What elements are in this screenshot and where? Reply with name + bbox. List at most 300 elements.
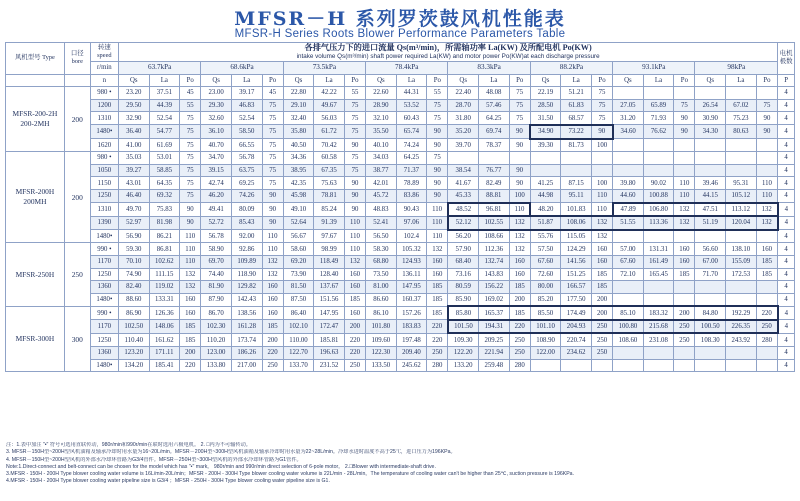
qs-cell: 85.20 bbox=[530, 293, 561, 306]
po-cell: 75 bbox=[427, 112, 448, 125]
qs-cell: 123.00 bbox=[201, 347, 232, 360]
la-cell bbox=[561, 359, 592, 372]
pole-cell: 4 bbox=[778, 333, 795, 346]
la-cell: 183.83 bbox=[396, 320, 427, 334]
la-cell: 88.81 bbox=[479, 189, 510, 202]
la-cell: 95.31 bbox=[726, 177, 757, 190]
po-cell: 75 bbox=[591, 87, 612, 100]
la-cell: 69.25 bbox=[231, 177, 262, 190]
qs-cell: 27.05 bbox=[613, 99, 644, 112]
la-cell bbox=[479, 152, 510, 165]
sub-label-la: La bbox=[231, 74, 262, 87]
qs-cell: 57.00 bbox=[613, 243, 644, 256]
qs-cell: 56.67 bbox=[283, 230, 314, 243]
sub-label-qs: Qs bbox=[366, 74, 397, 87]
qs-cell bbox=[613, 139, 644, 152]
po-cell: 185 bbox=[591, 281, 612, 294]
qs-cell: 56.78 bbox=[201, 230, 232, 243]
po-cell: 160 bbox=[674, 255, 695, 268]
qs-cell: 34.03 bbox=[366, 152, 397, 165]
po-cell: 75 bbox=[344, 125, 365, 139]
la-cell bbox=[643, 139, 674, 152]
qs-cell: 108.90 bbox=[530, 333, 561, 346]
po-cell: 185 bbox=[427, 306, 448, 320]
qs-cell: 39.46 bbox=[695, 177, 726, 190]
pole-cell: 4 bbox=[778, 125, 795, 139]
la-cell: 141.56 bbox=[561, 255, 592, 268]
la-cell: 161.28 bbox=[231, 320, 262, 334]
qs-cell bbox=[530, 152, 561, 165]
po-cell: 90 bbox=[674, 112, 695, 125]
la-cell: 209.40 bbox=[396, 347, 427, 360]
la-cell: 118.90 bbox=[231, 268, 262, 281]
table-row bbox=[6, 216, 795, 230]
po-cell: 90 bbox=[427, 177, 448, 190]
qs-cell: 80.00 bbox=[530, 281, 561, 294]
qs-cell: 86.70 bbox=[201, 306, 232, 320]
qs-cell: 58.60 bbox=[283, 243, 314, 256]
la-cell: 60.58 bbox=[314, 152, 345, 165]
qs-cell: 72.60 bbox=[530, 268, 561, 281]
qs-cell: 88.60 bbox=[118, 293, 149, 306]
la-cell: 160.37 bbox=[396, 293, 427, 306]
qs-cell: 122.30 bbox=[366, 347, 397, 360]
qs-cell: 56.60 bbox=[695, 243, 726, 256]
po-cell: 280 bbox=[756, 333, 778, 346]
qs-cell: 49.41 bbox=[201, 203, 232, 217]
la-cell: 105.12 bbox=[726, 189, 757, 202]
po-cell: 45 bbox=[262, 87, 283, 100]
bore-cell: 200 bbox=[64, 152, 90, 243]
table-row bbox=[6, 359, 795, 372]
la-cell: 142.43 bbox=[231, 293, 262, 306]
la-cell bbox=[726, 230, 757, 243]
qs-cell: 39.80 bbox=[613, 177, 644, 190]
po-cell: 132 bbox=[756, 216, 778, 230]
la-cell: 138.10 bbox=[726, 243, 757, 256]
qs-cell bbox=[695, 293, 726, 306]
la-cell: 102.4 bbox=[396, 230, 427, 243]
po-cell: 90 bbox=[674, 125, 695, 139]
po-cell: 90 bbox=[180, 216, 201, 230]
la-cell: 156.22 bbox=[479, 281, 510, 294]
qs-cell: 38.54 bbox=[448, 164, 479, 177]
po-cell: 200 bbox=[262, 333, 283, 346]
qs-cell: 42.01 bbox=[366, 177, 397, 190]
la-cell: 44.31 bbox=[396, 87, 427, 100]
la-cell: 108.66 bbox=[479, 230, 510, 243]
table-row bbox=[6, 293, 795, 306]
la-cell: 112.36 bbox=[479, 243, 510, 256]
qs-cell: 134.20 bbox=[118, 359, 149, 372]
po-cell: 75 bbox=[427, 152, 448, 165]
po-cell: 90 bbox=[262, 189, 283, 202]
model-sub-blank bbox=[6, 74, 65, 87]
qs-cell: 133.70 bbox=[283, 359, 314, 372]
main-header bbox=[118, 43, 777, 62]
la-cell: 64.25 bbox=[396, 152, 427, 165]
po-cell: 110 bbox=[591, 203, 612, 217]
la-cell bbox=[643, 87, 674, 100]
qs-cell: 36.10 bbox=[201, 125, 232, 139]
la-cell: 86.81 bbox=[149, 243, 180, 256]
po-cell: 110 bbox=[344, 230, 365, 243]
la-cell: 56.03 bbox=[314, 112, 345, 125]
po-cell: 110 bbox=[427, 216, 448, 230]
la-cell bbox=[561, 164, 592, 177]
po-cell: 90 bbox=[427, 189, 448, 202]
la-cell: 186.26 bbox=[231, 347, 262, 360]
la-cell: 57.46 bbox=[479, 99, 510, 112]
po-cell bbox=[674, 230, 695, 243]
po-cell: 90 bbox=[427, 164, 448, 177]
motor-poles-header: 电机极数 bbox=[778, 43, 795, 75]
la-cell: 78.89 bbox=[396, 177, 427, 190]
la-cell: 234.62 bbox=[561, 347, 592, 360]
qs-cell: 57.90 bbox=[448, 243, 479, 256]
page-subtitle: MFSR-H Series Roots Blower Performance Parameters Table bbox=[234, 28, 566, 40]
qs-cell bbox=[695, 347, 726, 360]
po-cell: 132 bbox=[344, 255, 365, 268]
po-cell: 110 bbox=[180, 255, 201, 268]
la-cell: 49.67 bbox=[314, 99, 345, 112]
qs-cell: 31.80 bbox=[448, 112, 479, 125]
po-cell bbox=[756, 139, 778, 152]
table-row bbox=[6, 347, 795, 360]
po-cell: 200 bbox=[509, 293, 530, 306]
bore-header: 口径 bore bbox=[64, 43, 90, 75]
po-cell: 160 bbox=[756, 243, 778, 256]
po-cell: 200 bbox=[674, 306, 695, 320]
qs-cell: 45.98 bbox=[283, 189, 314, 202]
pressure-header: 83.3kPa bbox=[448, 62, 530, 75]
qs-cell: 100.80 bbox=[613, 320, 644, 334]
po-cell: 90 bbox=[427, 125, 448, 139]
qs-cell: 109.60 bbox=[366, 333, 397, 346]
la-cell: 129.82 bbox=[231, 281, 262, 294]
la-cell: 69.32 bbox=[149, 189, 180, 202]
po-cell: 185 bbox=[427, 281, 448, 294]
po-cell: 132 bbox=[180, 281, 201, 294]
qs-cell: 49.10 bbox=[283, 203, 314, 217]
po-cell: 250 bbox=[674, 333, 695, 346]
po-cell: 100 bbox=[509, 189, 530, 202]
po-cell: 132 bbox=[674, 216, 695, 230]
po-cell: 250 bbox=[509, 333, 530, 346]
po-cell: 75 bbox=[180, 139, 201, 152]
pole-cell: 4 bbox=[778, 177, 795, 190]
qs-cell: 39.30 bbox=[530, 139, 561, 152]
la-cell: 172.53 bbox=[726, 268, 757, 281]
la-cell bbox=[726, 87, 757, 100]
la-cell: 119.02 bbox=[149, 281, 180, 294]
la-cell: 81.73 bbox=[561, 139, 592, 152]
po-cell: 132 bbox=[509, 230, 530, 243]
po-cell: 75 bbox=[262, 152, 283, 165]
la-cell bbox=[643, 293, 674, 306]
la-cell: 100.88 bbox=[643, 189, 674, 202]
sub-label-la: La bbox=[561, 74, 592, 87]
pressure-header: 88.2kPa bbox=[530, 62, 612, 75]
po-cell: 90 bbox=[344, 203, 365, 217]
speed-cell: 990 • bbox=[90, 306, 118, 320]
qs-cell: 52.41 bbox=[366, 216, 397, 230]
po-cell: 160 bbox=[427, 268, 448, 281]
speed-cell: 1310 bbox=[90, 112, 118, 125]
po-cell: 132 bbox=[756, 203, 778, 217]
pole-cell: 4 bbox=[778, 281, 795, 294]
po-cell: 45 bbox=[180, 87, 201, 100]
pole-cell: 4 bbox=[778, 347, 795, 360]
bore-sub-blank bbox=[64, 74, 90, 87]
qs-cell: 43.01 bbox=[118, 177, 149, 190]
qs-cell: 80.59 bbox=[448, 281, 479, 294]
table-row bbox=[6, 177, 795, 190]
po-cell: 110 bbox=[509, 203, 530, 217]
po-cell: 250 bbox=[262, 359, 283, 372]
la-cell: 111.15 bbox=[149, 268, 180, 281]
po-cell: 110 bbox=[344, 243, 365, 256]
la-cell: 118.49 bbox=[314, 255, 345, 268]
footnote-line: Note:1.Direct-connect and belt-connect can be chosen for the model which has "•" mark。 980r/min and 990r/min direct selection of 6-pole motor。 2.□Blower with intermediate-shaft drive. bbox=[6, 463, 436, 470]
qs-cell bbox=[613, 164, 644, 177]
la-cell: 96.81 bbox=[479, 203, 510, 217]
la-cell: 68.57 bbox=[561, 112, 592, 125]
la-cell: 161.62 bbox=[149, 333, 180, 346]
qs-cell bbox=[695, 152, 726, 165]
qs-cell: 48.83 bbox=[366, 203, 397, 217]
la-cell bbox=[643, 230, 674, 243]
table-row bbox=[6, 152, 795, 165]
po-cell bbox=[756, 293, 778, 306]
qs-cell: 32.10 bbox=[366, 112, 397, 125]
po-cell: 110 bbox=[262, 230, 283, 243]
la-cell: 70.42 bbox=[314, 139, 345, 152]
la-cell: 177.50 bbox=[561, 293, 592, 306]
sub-label-qs: Qs bbox=[283, 74, 314, 87]
la-cell: 97.67 bbox=[314, 230, 345, 243]
qs-cell: 86.90 bbox=[118, 306, 149, 320]
po-cell: 220 bbox=[427, 320, 448, 334]
po-cell: 75 bbox=[262, 112, 283, 125]
po-cell: 160 bbox=[591, 255, 612, 268]
qs-cell: 35.50 bbox=[366, 125, 397, 139]
po-cell: 132 bbox=[262, 255, 283, 268]
la-cell: 78.37 bbox=[479, 139, 510, 152]
la-cell: 52.54 bbox=[149, 112, 180, 125]
la-cell: 85.43 bbox=[231, 216, 262, 230]
sub-label-qs: Qs bbox=[530, 74, 561, 87]
la-cell: 39.17 bbox=[231, 87, 262, 100]
la-cell: 74.24 bbox=[396, 139, 427, 152]
po-cell: 132 bbox=[180, 268, 201, 281]
la-cell: 155.09 bbox=[726, 255, 757, 268]
la-cell: 113.36 bbox=[643, 216, 674, 230]
speed-cell: 1480• bbox=[90, 359, 118, 372]
po-cell: 185 bbox=[591, 268, 612, 281]
po-cell bbox=[756, 87, 778, 100]
sub-label-la: La bbox=[726, 74, 757, 87]
po-cell: 55 bbox=[427, 87, 448, 100]
pole-cell: 4 bbox=[778, 112, 795, 125]
po-cell bbox=[591, 152, 612, 165]
qs-cell: 41.67 bbox=[448, 177, 479, 190]
pole-cell: 4 bbox=[778, 99, 795, 112]
po-cell: 160 bbox=[344, 281, 365, 294]
pole-cell: 4 bbox=[778, 359, 795, 372]
speed-cell: 1170 bbox=[90, 255, 118, 268]
table-row bbox=[6, 139, 795, 152]
table-row bbox=[6, 87, 795, 100]
qs-cell: 100.50 bbox=[695, 320, 726, 334]
la-cell: 243.92 bbox=[726, 333, 757, 346]
po-cell: 185 bbox=[344, 293, 365, 306]
pole-cell: 4 bbox=[778, 255, 795, 268]
model-header: 风机型号 Type bbox=[6, 43, 65, 75]
po-cell bbox=[756, 281, 778, 294]
qs-cell: 35.20 bbox=[448, 125, 479, 139]
la-cell: 73.22 bbox=[561, 125, 592, 139]
la-cell: 75.83 bbox=[149, 203, 180, 217]
qs-cell bbox=[530, 164, 561, 177]
la-cell: 53.01 bbox=[149, 152, 180, 165]
la-cell: 147.95 bbox=[314, 306, 345, 320]
qs-cell: 110.40 bbox=[118, 333, 149, 346]
qs-cell: 32.40 bbox=[283, 112, 314, 125]
model-cell: MFSR-250H bbox=[6, 243, 65, 306]
po-cell: 75 bbox=[344, 164, 365, 177]
la-cell: 102.62 bbox=[149, 255, 180, 268]
la-cell: 53.52 bbox=[396, 99, 427, 112]
qs-cell: 73.16 bbox=[448, 268, 479, 281]
table-row bbox=[6, 243, 795, 256]
qs-cell: 45.72 bbox=[366, 189, 397, 202]
sub-label-qs: Qs bbox=[118, 74, 149, 87]
la-cell: 151.25 bbox=[561, 268, 592, 281]
po-cell: 90 bbox=[509, 177, 530, 190]
la-cell: 71.37 bbox=[396, 164, 427, 177]
sub-label-la: La bbox=[314, 74, 345, 87]
po-cell: 110 bbox=[674, 177, 695, 190]
po-cell: 75 bbox=[262, 125, 283, 139]
table-row bbox=[6, 99, 795, 112]
la-cell: 165.45 bbox=[643, 268, 674, 281]
qs-cell bbox=[695, 139, 726, 152]
la-cell: 64.35 bbox=[149, 177, 180, 190]
qs-cell: 35.03 bbox=[118, 152, 149, 165]
qs-cell: 72.10 bbox=[613, 268, 644, 281]
qs-cell: 51.87 bbox=[530, 216, 561, 230]
qs-cell: 35.80 bbox=[283, 125, 314, 139]
la-cell bbox=[643, 359, 674, 372]
po-cell: 200 bbox=[344, 320, 365, 334]
po-cell: 250 bbox=[344, 359, 365, 372]
la-cell: 171.11 bbox=[149, 347, 180, 360]
la-cell: 95.11 bbox=[561, 189, 592, 202]
qs-cell: 58.90 bbox=[201, 243, 232, 256]
qs-cell: 39.70 bbox=[448, 139, 479, 152]
la-cell: 133.31 bbox=[149, 293, 180, 306]
footnote-line: 4. MFSR－150H型~200H型风机的外部水冷却环管路为G3/4管件。MFSR－250H型~300H型风机的外部水冷却环管路为G1管件。 bbox=[6, 456, 302, 463]
la-cell bbox=[726, 347, 757, 360]
qs-cell: 87.50 bbox=[283, 293, 314, 306]
po-cell: 110 bbox=[344, 216, 365, 230]
speed-cell: 1200 bbox=[90, 99, 118, 112]
po-cell: 90 bbox=[344, 177, 365, 190]
pole-cell: 4 bbox=[778, 230, 795, 243]
po-cell: 185 bbox=[262, 320, 283, 334]
la-cell: 174.49 bbox=[561, 306, 592, 320]
la-cell: 90.43 bbox=[396, 203, 427, 217]
qs-cell: 28.50 bbox=[530, 99, 561, 112]
la-cell: 44.39 bbox=[149, 99, 180, 112]
pole-cell: 4 bbox=[778, 164, 795, 177]
la-cell bbox=[726, 293, 757, 306]
qs-cell: 42.74 bbox=[201, 177, 232, 190]
la-cell: 151.56 bbox=[314, 293, 345, 306]
la-cell: 185.81 bbox=[314, 333, 345, 346]
qs-cell: 122.20 bbox=[448, 347, 479, 360]
pole-cell: 4 bbox=[778, 293, 795, 306]
qs-cell: 52.12 bbox=[448, 216, 479, 230]
table-row bbox=[6, 164, 795, 177]
speed-cell: 1480• bbox=[90, 293, 118, 306]
la-cell bbox=[643, 347, 674, 360]
po-cell: 75 bbox=[591, 99, 612, 112]
model-cell: MFSR-200H 200MH bbox=[6, 152, 65, 243]
po-cell: 90 bbox=[262, 216, 283, 230]
qs-cell: 58.30 bbox=[366, 243, 397, 256]
footnote-line: 4.MFSR - 150H - 200H Type blower cooling water pipeline size is G3/4 ；MFSR - 250H - 300H Type blower cooling water pipeline size is G1. bbox=[6, 478, 330, 485]
la-cell: 172.47 bbox=[314, 320, 345, 334]
po-cell: 185 bbox=[756, 268, 778, 281]
la-cell: 215.68 bbox=[643, 320, 674, 334]
qs-cell: 73.90 bbox=[283, 268, 314, 281]
qs-cell: 87.90 bbox=[201, 293, 232, 306]
model-cell: MFSR-200-2H 200-2MH bbox=[6, 87, 65, 152]
qs-cell: 52.72 bbox=[201, 216, 232, 230]
qs-cell: 40.10 bbox=[366, 139, 397, 152]
la-cell: 91.39 bbox=[314, 216, 345, 230]
qs-cell: 42.35 bbox=[283, 177, 314, 190]
qs-cell bbox=[448, 152, 479, 165]
la-cell: 124.29 bbox=[561, 243, 592, 256]
la-cell: 148.06 bbox=[149, 320, 180, 334]
sub-label-po: Po bbox=[509, 74, 530, 87]
la-cell: 92.86 bbox=[231, 243, 262, 256]
qs-cell: 47.51 bbox=[695, 203, 726, 217]
qs-cell: 85.10 bbox=[613, 306, 644, 320]
footnote-line: 3.MFSR - 150H - 200H Type blower cooling water volume is 16L/min-20L/min；MFSR - 200H - 300H Type blower cooling water volume is 22L/min - 28L/min。The temperature of cooling water can't be higher than 25℃, suction pressure is 196KPa. bbox=[6, 471, 575, 478]
po-cell: 250 bbox=[674, 320, 695, 334]
po-cell: 75 bbox=[756, 99, 778, 112]
po-cell: 132 bbox=[591, 230, 612, 243]
la-cell: 138.56 bbox=[231, 306, 262, 320]
model-cell: MFSR-300H bbox=[6, 306, 65, 371]
la-cell: 136.11 bbox=[396, 268, 427, 281]
qs-cell: 41.25 bbox=[530, 177, 561, 190]
pressure-header: 98kPa bbox=[695, 62, 778, 75]
speed-cell: 1170 bbox=[90, 320, 118, 334]
bore-cell: 250 bbox=[64, 243, 90, 306]
qs-cell: 86.60 bbox=[366, 293, 397, 306]
table-row bbox=[6, 189, 795, 202]
la-cell: 108.06 bbox=[561, 216, 592, 230]
qs-cell: 67.60 bbox=[530, 255, 561, 268]
pole-cell: 4 bbox=[778, 189, 795, 202]
po-cell: 75 bbox=[591, 112, 612, 125]
po-cell: 75 bbox=[180, 112, 201, 125]
